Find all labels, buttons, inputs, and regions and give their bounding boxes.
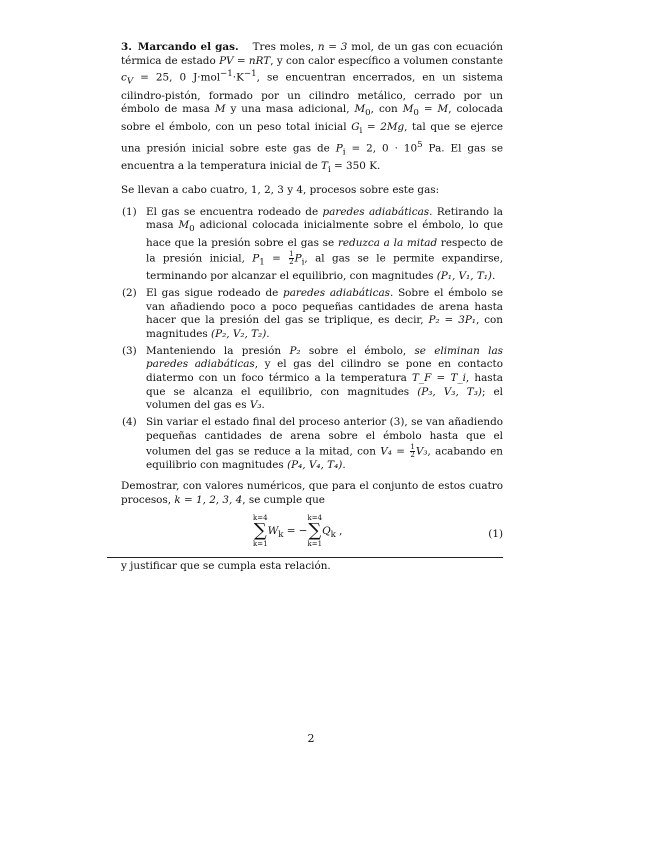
sum-top: k=4 <box>307 513 323 522</box>
math-mags: (P₂, V₂, T₂) <box>211 327 267 340</box>
process-text: . Sobre el émbolo se van añadiendo poco a poco pequeñas cantidades de arena hasta hacer que la presión del gas se triplique, es decir, <box>146 286 503 327</box>
math-sub: 0 <box>189 224 195 235</box>
process-text: . <box>491 270 496 283</box>
fraction <box>410 444 414 459</box>
equation <box>253 514 342 548</box>
process-label: (2) <box>122 286 137 299</box>
math-M0: M <box>402 103 414 116</box>
problem-statement <box>121 41 503 178</box>
sum-symbol: ∑ <box>253 519 267 541</box>
math-V3: V₃ <box>249 399 262 412</box>
process-text: , al gas se le permite expandirse, terminando por alcanzar el equilibrio, con magnitudes <box>146 252 504 283</box>
intro-text: mol, de un gas con ecuación térmica de estado <box>121 41 503 67</box>
math-P1: P <box>252 252 260 265</box>
math-exp: −1 <box>220 69 233 80</box>
math-M0: M <box>178 219 190 232</box>
process-label: (1) <box>122 205 137 218</box>
process-item-2 <box>121 287 503 342</box>
intro-text: Pa. El gas se encuentra a la temperatura inicial de <box>121 142 503 173</box>
math-M0: M <box>354 103 366 116</box>
math-equals: = − <box>283 524 308 537</box>
process-text: . Retirando la masa <box>146 205 503 232</box>
sum-symbol: ∑ <box>308 519 322 541</box>
frac-den: 2 <box>289 257 294 266</box>
intro-text: Tres moles, <box>252 41 318 53</box>
math-mags: (P₁, V₁, T₁) <box>436 270 492 283</box>
process-text: , y el gas del cilindro se pone en contacto diatermo con un foco térmico a la temperatura <box>146 358 503 385</box>
intro-text: J·mol <box>186 71 221 84</box>
fraction <box>289 251 293 266</box>
math-V3: V₃ <box>415 445 428 458</box>
conclusion-text: , se cumple que <box>242 494 325 507</box>
final-instruction: y justificar que se cumpla esta relación. <box>121 559 331 572</box>
processes-lead: Se llevan a cabo cuatro, 1, 2, 3 y 4, procesos sobre este gas: <box>121 183 440 196</box>
math-sub: 0 <box>365 108 371 119</box>
math-sub: 1 <box>259 257 265 268</box>
frac-den: 2 <box>410 450 415 459</box>
conclusion-text: Demostrar, con valores numéricos, que para el conjunto de estos cuatro procesos, <box>121 480 503 507</box>
intro-text: , tal que se ejerce una presión inicial sobre este gas de <box>121 121 503 155</box>
math-cv: c <box>121 71 127 84</box>
math-Q: Q <box>322 524 331 537</box>
math-W: W <box>267 524 279 537</box>
frac-num: 1 <box>410 442 415 451</box>
math-trail: , <box>335 524 343 537</box>
math-M0-eq: = M <box>418 103 449 116</box>
process-emph: reduzca a la mitad <box>337 237 438 250</box>
math-state-eq: PV = nRT <box>219 54 271 67</box>
math-T: T <box>321 160 328 173</box>
intro-text: , y con calor específico a volumen constante <box>270 54 503 67</box>
equation-number: (1) <box>488 527 503 540</box>
process-item-4 <box>121 416 503 472</box>
math-sub: V <box>126 76 134 87</box>
sum-rhs <box>308 514 323 548</box>
math-exp: −1 <box>243 69 257 80</box>
intro-text: ·K <box>232 71 244 84</box>
sum-bottom: k=1 <box>307 539 323 548</box>
process-label: (4) <box>122 416 137 429</box>
math-sub: i <box>359 126 363 137</box>
math-n: n = 3 <box>317 41 348 53</box>
math-k-set: k = 1, 2, 3, 4 <box>174 494 243 507</box>
math-Pi: P <box>294 252 302 265</box>
process-emph: se eliminan las paredes adiabáticas <box>146 344 503 371</box>
math-cv-val: = 25, 0 <box>133 71 187 84</box>
math-sub: k <box>278 529 284 540</box>
process-text: ; el volumen del gas es <box>146 385 504 412</box>
intro-text: , con <box>370 103 403 116</box>
math-P-val: = 2, 0 · 10 <box>345 142 418 155</box>
intro-text: , colocada sobre el émbolo, con un peso total inicial <box>121 103 504 134</box>
process-text: . <box>342 458 346 471</box>
math-exp: 5 <box>417 139 423 150</box>
process-text: , hasta que se alcanza el equilibrio, con magnitudes <box>146 372 503 398</box>
process-label: (3) <box>122 344 137 357</box>
math-sub: 0 <box>413 108 419 119</box>
process-text: . <box>266 327 270 340</box>
sum-lhs <box>253 514 268 548</box>
math-tf: T_F = T_i <box>411 372 466 385</box>
process-text: Sin variar el estado final del proceso anterior (3), se van añadiendo pequeñas cantidades de arena sobre el émbolo hasta que el volumen del gas se reduce a la mitad, con <box>146 416 503 458</box>
intro-text: K. <box>365 160 381 173</box>
math-P: P <box>335 142 343 155</box>
process-text: , acabando en equilibrio con magnitudes <box>146 445 503 471</box>
frac-num: 1 <box>289 249 294 258</box>
math-mags: (P₃, V₃, T₃) <box>417 385 482 398</box>
sum-top: k=4 <box>253 513 268 522</box>
process-text: Manteniendo la presión <box>146 344 290 357</box>
process-list <box>121 206 503 473</box>
process-item-3 <box>121 345 503 414</box>
math-V4: V₄ = <box>380 445 410 458</box>
math-P2: P₂ <box>289 344 301 357</box>
math-mags: (P₄, V₄, T₄) <box>287 458 343 471</box>
process-text: El gas sigue rodeado de <box>146 286 284 299</box>
math-G: G <box>351 121 360 134</box>
process-emph: paredes adiabáticas <box>322 205 430 218</box>
equation-row <box>121 514 503 556</box>
math-G-val: = 2Mg <box>362 121 405 134</box>
math-eq: P₂ = 3P₁ <box>428 314 476 327</box>
process-text: adicional colocada inicialmente sobre el émbolo, lo que hace que la presión sobre el gas se <box>146 219 503 250</box>
math-M: M <box>214 103 226 116</box>
intro-text: , se encuentran encerrados, en un sistema cilindro-pistón, formado por un cilindro metálico, cerrado por un émbolo de masa <box>121 71 503 116</box>
process-text: . <box>261 399 265 412</box>
math-T-val: = 350 <box>330 160 366 173</box>
sum-bottom: k=1 <box>253 539 268 548</box>
horizontal-rule <box>107 557 503 558</box>
process-emph: paredes adiabáticas <box>283 286 390 299</box>
problem-title: Marcando el gas. <box>137 41 239 53</box>
process-text: sobre el émbolo, <box>300 344 415 357</box>
intro-text: y una masa adicional, <box>225 103 355 116</box>
conclusion <box>121 480 503 507</box>
math-sub: k <box>330 529 336 540</box>
math-sub: i <box>327 165 331 176</box>
math-sub: i <box>342 147 346 158</box>
math-eq: = <box>264 252 289 265</box>
process-item-1 <box>121 206 503 284</box>
process-text: respecto de la presión inicial, <box>146 237 503 265</box>
process-text: , con magnitudes <box>146 314 503 340</box>
math-sub: i <box>301 257 305 268</box>
page-number: 2 <box>307 732 315 745</box>
problem-content <box>121 41 503 574</box>
problem-number: 3. <box>121 41 132 53</box>
process-text: El gas se encuentra rodeado de <box>146 205 323 218</box>
